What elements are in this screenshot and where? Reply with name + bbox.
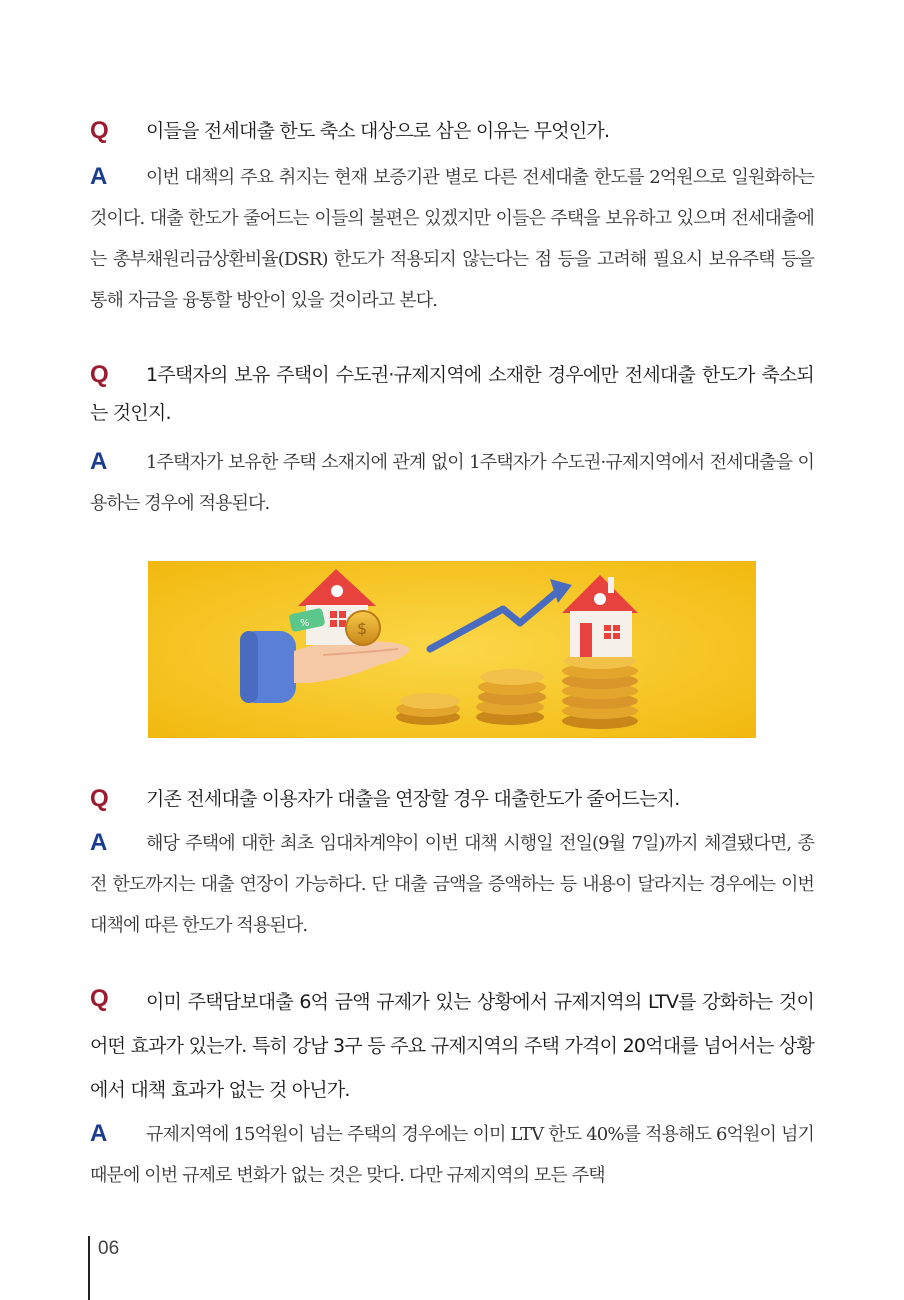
- coin-icon: [346, 611, 380, 645]
- page-number-divider: [88, 1236, 90, 1300]
- question-mark: Q: [90, 785, 109, 812]
- coin-stack-medium: [476, 669, 546, 725]
- question-mark: Q: [90, 361, 109, 388]
- question-row: [90, 780, 814, 818]
- qa-block-1: [90, 112, 814, 321]
- coin-stack-large: [562, 653, 638, 729]
- answer-text: 이번 대책의 주요 취지는 현재 보증기관 별로 다른 전세대출 한도를 2억원으로 일원화하는 것이다. 대출 한도가 줄어드는 이들의 불편은 있겠지만 이들은 주택을 보유하고 있으며 전세대출에는 총부채원리금상환비율(DSR) 한도가 적용되지 않는다는 점 등을 고려해 필요시 보유주택 등을 통해 자금을 융통할 방안이 있을 것이라고 본다.: [90, 167, 814, 311]
- question-text: 이미 주택담보대출 6억 금액 규제가 있는 상황에서 규제지역의 LTV를 강화하는 것이 어떤 효과가 있는가. 특히 강남 3구 등 주요 규제지역의 주택 가격이 20억대를 넘어서는 상황에서 대책 효과가 없는 것 아닌가.: [90, 991, 814, 1101]
- answer-row: [90, 442, 814, 524]
- question-mark: Q: [90, 117, 109, 144]
- answer-row: [90, 1114, 814, 1196]
- coin-stack-small: [396, 693, 460, 725]
- answer-text: 규제지역에 15억원이 넘는 주택의 경우에는 이미 LTV 한도 40%를 적용해도 6억원이 넘기 때문에 이번 규제로 변화가 없는 것은 맞다. 다만 규제지역의 모든 주택: [90, 1124, 814, 1186]
- answer-row: [90, 823, 814, 946]
- question-row: [90, 112, 814, 150]
- percent-tag-label: %: [300, 618, 310, 629]
- question-row: [90, 980, 814, 1112]
- svg-text:$: $: [357, 619, 368, 638]
- answer-mark: A: [90, 163, 108, 190]
- question-mark: Q: [90, 985, 109, 1012]
- answer-text: 1주택자가 보유한 주택 소재지에 관계 없이 1주택자가 수도권·규제지역에서 전세대출을 이용하는 경우에 적용된다.: [90, 452, 814, 514]
- qa-block-2: [90, 356, 814, 524]
- page-number: 06: [98, 1238, 120, 1259]
- question-text: 1주택자의 보유 주택이 수도권·규제지역에 소재한 경우에만 전세대출 한도가 축소되는 것인지.: [90, 364, 814, 424]
- finance-illustration: [148, 561, 756, 738]
- question-text: 이들을 전세대출 한도 축소 대상으로 삼은 이유는 무엇인가.: [146, 120, 610, 142]
- qa-block-4: [90, 980, 814, 1196]
- answer-row: [90, 157, 814, 321]
- answer-mark: A: [90, 448, 108, 475]
- qa-block-3: [90, 780, 814, 946]
- answer-mark: A: [90, 1120, 108, 1147]
- answer-mark: A: [90, 829, 108, 856]
- question-text: 기존 전세대출 이용자가 대출을 연장할 경우 대출한도가 줄어드는지.: [146, 788, 680, 810]
- house-coins-graph-illustration: [148, 561, 756, 738]
- answer-text: 해당 주택에 대한 최초 임대차계약이 이번 대책 시행일 전일(9월 7일)까지 체결됐다면, 종전 한도까지는 대출 연장이 가능하다. 단 대출 금액을 증액하는 등 내용이 달라지는 경우에는 이번 대책에 따른 한도가 적용된다.: [90, 833, 814, 936]
- question-row: [90, 356, 814, 432]
